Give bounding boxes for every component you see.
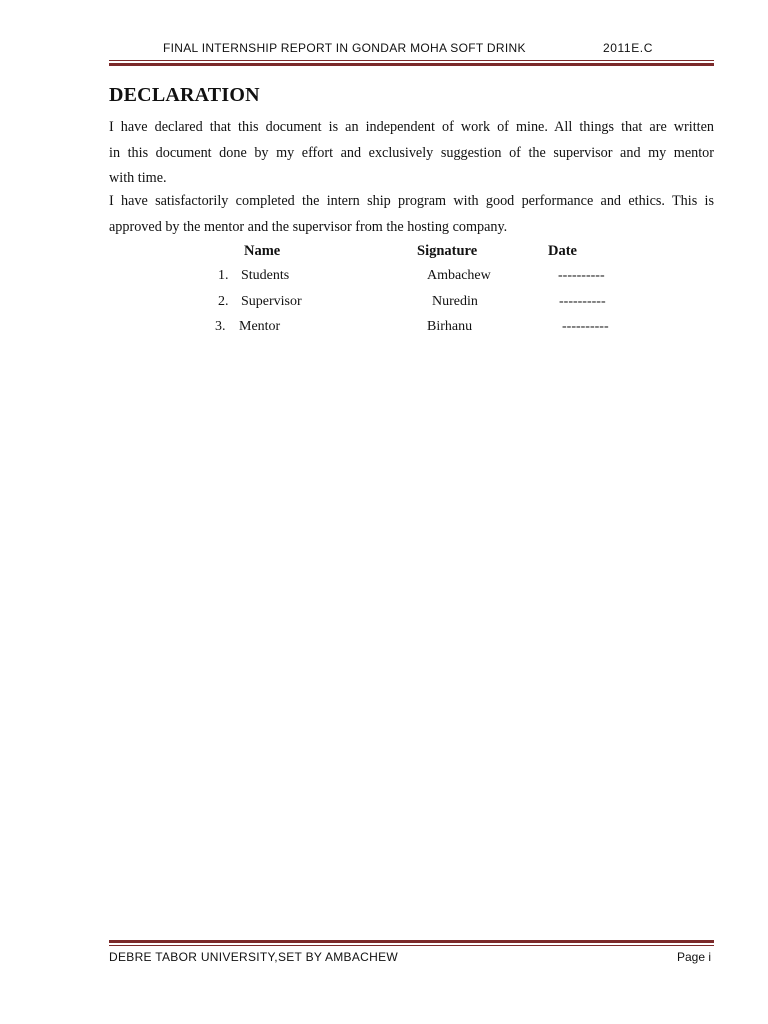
header-rule-thick [109,63,714,66]
row-number: 3. [215,319,226,334]
row-name: Supervisor [241,294,302,309]
paragraph-line: I have declared that this document is an independent of work of mine. All things that are written [109,119,714,135]
row-date: ---------- [562,319,609,334]
declaration-paragraph-2 [109,189,714,240]
row-name: Students [241,268,290,283]
row-signature: Nuredin [432,294,478,309]
header-rule-thin [109,60,714,61]
header-title: FINAL INTERNSHIP REPORT IN GONDAR MOHA SOFT DRINK [163,41,526,55]
row-signature: Ambachew [427,268,491,283]
paragraph-line: with time. [109,170,167,186]
row-date: ---------- [558,268,605,283]
footer-text: DEBRE TABOR UNIVERSITY,SET BY AMBACHEW [109,950,399,964]
page-title: DECLARATION [109,84,260,106]
declaration-paragraph-1 [109,115,714,192]
column-header-signature: Signature [417,243,478,259]
row-name: Mentor [239,319,281,334]
header-year: 2011E.C [603,41,654,55]
page-number: Page i [677,950,712,964]
footer-rule-thick [109,940,714,943]
row-signature: Birhanu [427,319,473,334]
column-header-date: Date [548,243,577,259]
paragraph-line: approved by the mentor and the supervisor from the hosting company. [109,218,508,235]
column-header-name: Name [244,243,281,259]
row-number: 2. [218,294,229,309]
paragraph-line: in this document done by my effort and exclusively suggestion of the supervisor and my mentor [109,144,714,161]
row-number: 1. [218,268,229,283]
row-date: ---------- [559,294,606,309]
footer-rule-thin [109,945,714,946]
paragraph-line: I have satisfactorily completed the intern ship program with good performance and ethics. This is [109,193,714,209]
